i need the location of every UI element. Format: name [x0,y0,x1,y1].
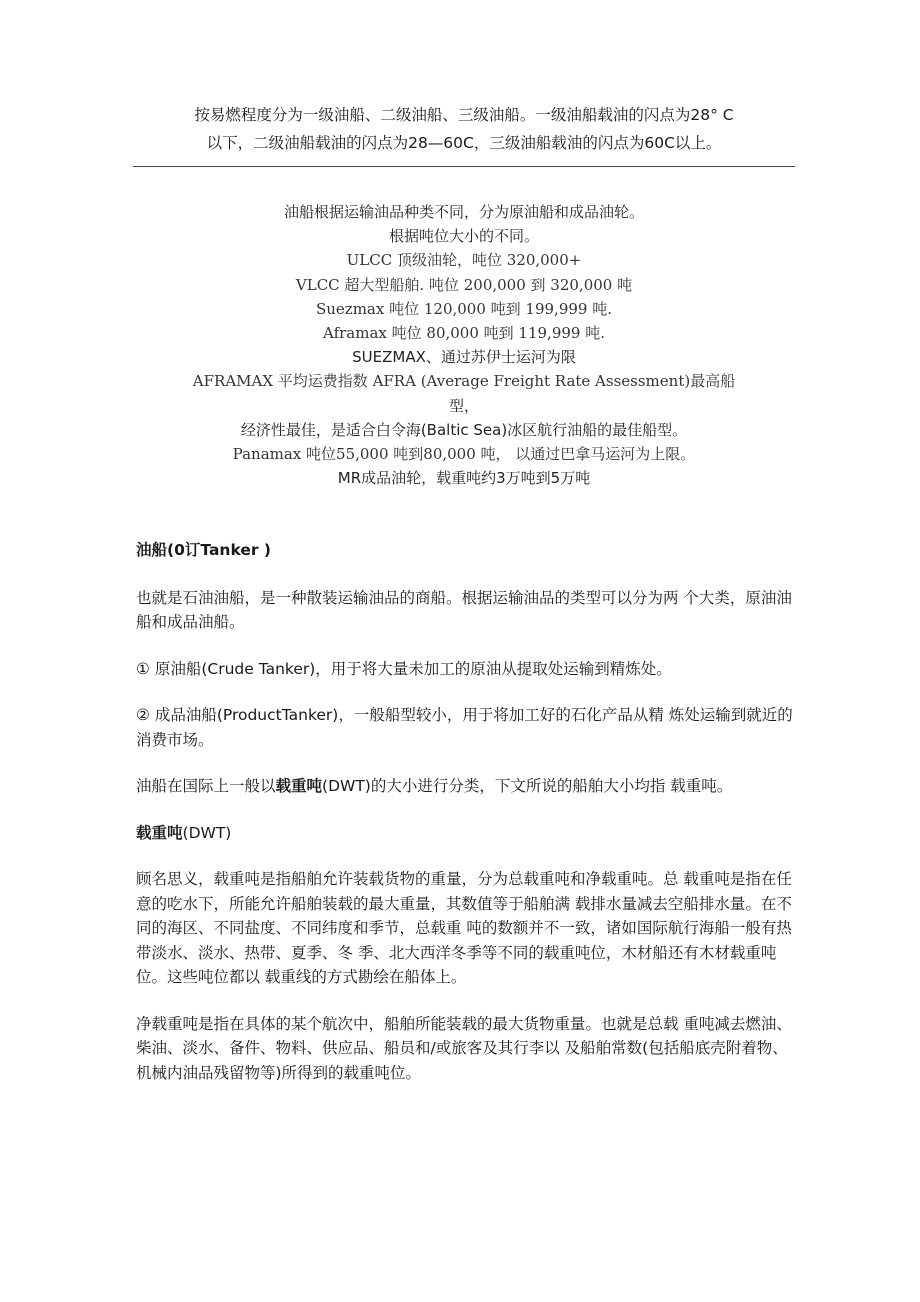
document-body [136,538,796,1085]
dwt-heading-term: 载重吨 [136,823,183,842]
dwt-heading-abbr: (DWT) [182,823,232,842]
dwt-definition-paragraph: 顾名思义，载重吨是指船舶允许装载货物的重量，分为总载重吨和净载重吨。总 载重吨是指在任意的吃水下，所能允许船舶装载的最大重量，其数值等于船舶满 载排水量减去空船排水量。在不同的海区、不同盐度、不同纬度和季节，总载重 吨的数额并不一致，诸如国际航行海船一般有热带淡水、淡水、热带、夏季、冬 季、北大西洋冬季等不同的载重吨位，木材船还有木材载重吨位。这些吨位都以 载重线的方式勘绘在船体上。 [136,870,792,986]
section-heading-tanker: 油船(0订Tanker ) [136,541,271,559]
tanker-size-summary [133,200,795,490]
header-line-1: 按易燃程度分为一级油船、二级油船、三级油船。一级油船载油的闪点为28° C [194,106,734,124]
summary-line: 经济性最佳，是适合白令海(Baltic Sea)冰区航行油船的最佳船型。 [240,420,688,439]
tanker-intro-paragraph: 也就是石油油船，是一种散装运输油品的商船。根据运输油品的类型可以分为两 个大类，原油油船和成品油船。 [136,588,792,631]
classification-bold-term: 载重吨 [275,777,323,795]
summary-line: 油船根据运输油品种类不同，分为原油船和成品油轮。 [283,203,644,221]
summary-line-aframax: Aframax 吨位 80,000 吨到 119,999 吨. [323,324,605,343]
header-paragraph [133,101,795,157]
product-tanker-item: ② 成品油船(ProductTanker)，一般船型较小，用于将加工好的石化产品从精 炼处运输到就近的消费市场。 [136,706,793,749]
summary-line: SUEZMAX、通过苏伊士运河为限 [352,348,576,367]
section-heading-dwt [136,821,796,846]
crude-tanker-item: ① 原油船(Crude Tanker)，用于将大量未加工的原油从提取处运输到精炼处。 [136,659,672,678]
net-dwt-paragraph: 净载重吨是指在具体的某个航次中，船舶所能装载的最大货物重量。也就是总载 重吨减去燃油、柴油、淡水、备件、物料、供应品、船员和/或旅客及其行李以 及船舶常数(包括船底壳附着物、机械内油品残留物等)所得到的载重吨位。 [136,1014,792,1082]
summary-line-suezmax: Suezmax 吨位 120,000 吨到 199,999 吨. [315,299,612,318]
summary-line-mr: MR成品油轮，载重吨约3万吨到5万吨 [337,469,591,488]
summary-line: 根据吨位大小的不同。 [388,227,539,246]
header-line-2: 以下，二级油船载油的闪点为28—60C，三级油船载油的闪点为60C以上。 [206,134,722,152]
classification-prefix: 油船在国际上一般以 [136,777,276,795]
summary-line-vlcc: VLCC 超大型船舶. 吨位 200,000 到 320,000 吨 [295,275,633,294]
classification-paragraph [136,774,796,799]
summary-line: 型， [448,396,479,415]
summary-line-panamax: Panamax 吨位55,000 吨到80,000 吨， 以通过巴拿马运河为上限。 [232,445,696,464]
header-divider [133,166,795,167]
summary-line-ulcc: ULCC 顶级油轮，吨位 320,000+ [346,251,582,270]
summary-line-afra: AFRAMAX 平均运费指数 AFRA (Average Freight Rate Assessment)最高船 [192,372,736,391]
classification-suffix: (DWT)的大小进行分类，下文所说的船舶大小均指 载重吨。 [322,777,733,795]
